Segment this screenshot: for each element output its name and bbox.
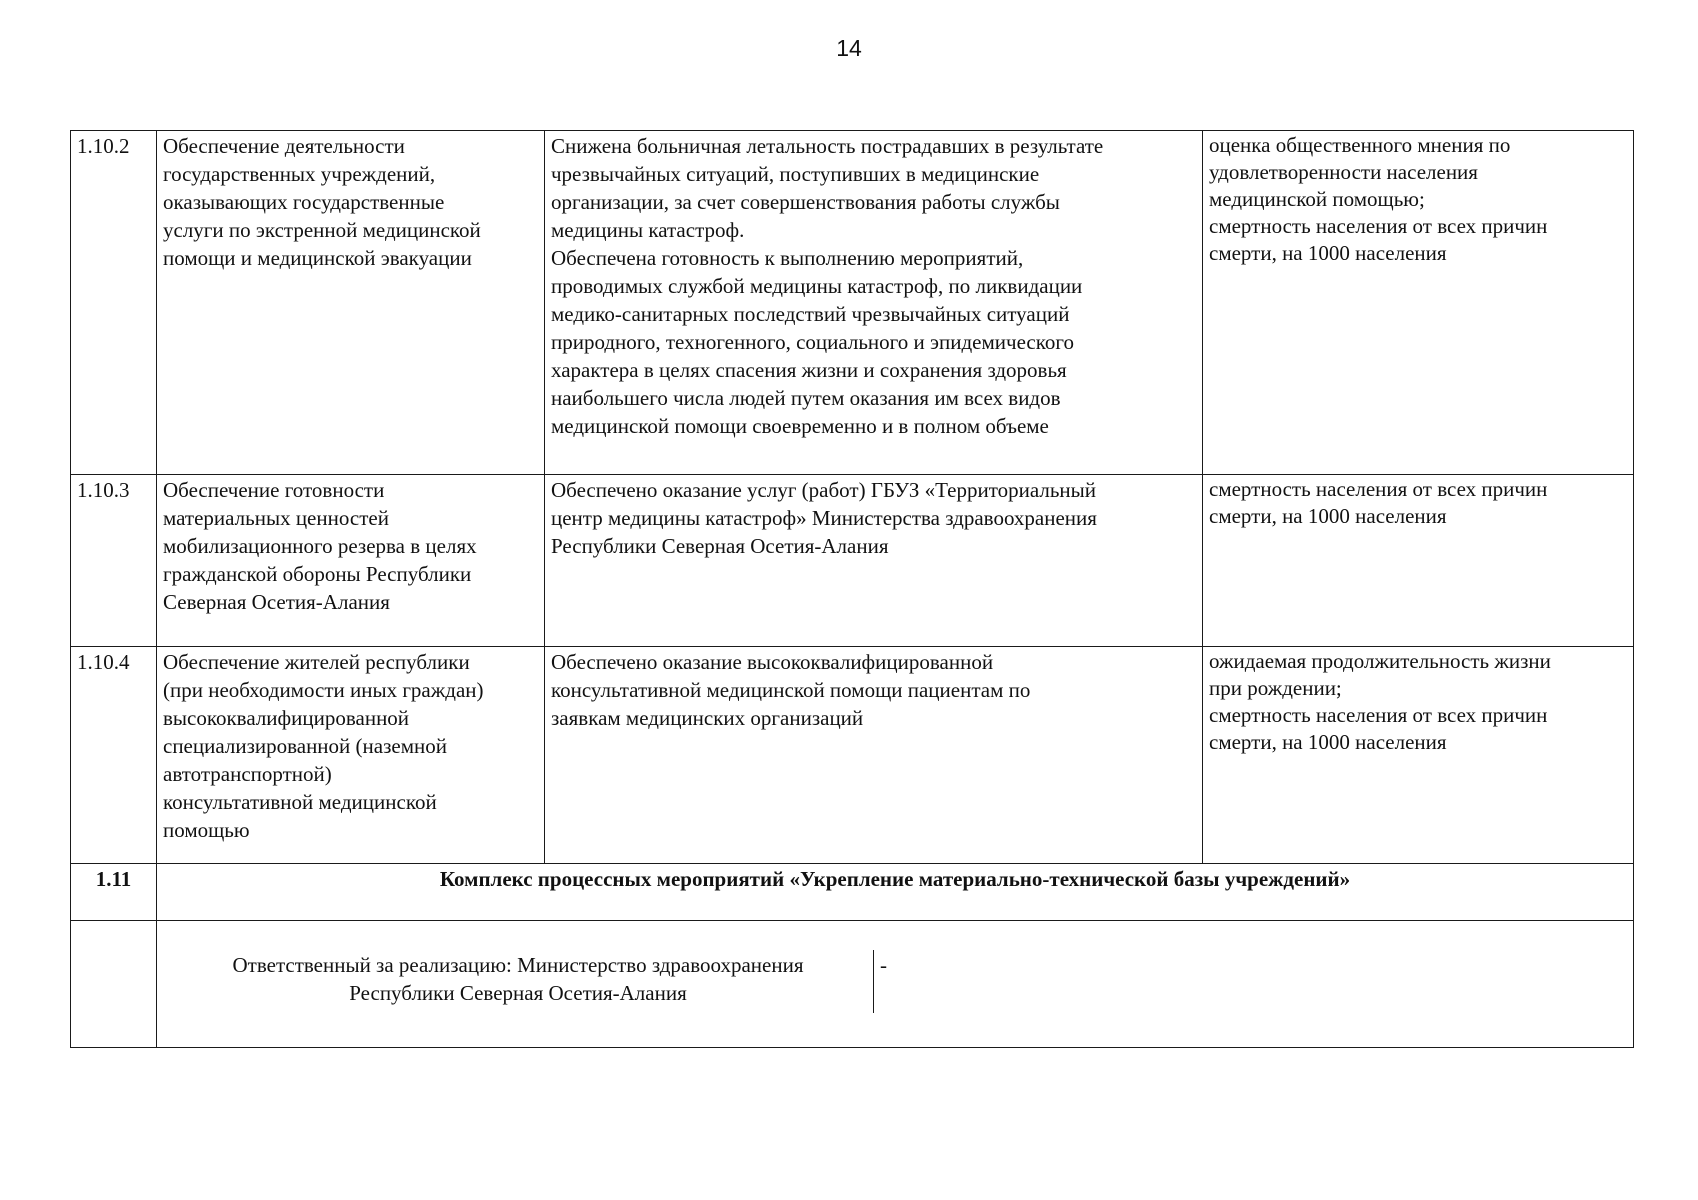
indicator: ожидаемая продолжительность жизни при рождении; смертность населения от всех причин смерти, на 1000 населения [1203, 647, 1634, 864]
indicator: смертность населения от всех причин смерти, на 1000 населения [1203, 475, 1634, 647]
measure-name: Обеспечение деятельности государственных учреждений, оказывающих государственные услуги по экстренной медицинской помощи и медицинской эвакуации [157, 131, 545, 475]
table-row [71, 475, 1634, 647]
empty-cell [71, 921, 157, 1048]
page-number: 14 [836, 35, 862, 61]
measures-table [70, 130, 1634, 1048]
section-row [71, 864, 1634, 921]
indicator: оценка общественного мнения по удовлетворенности населения медицинской помощью; смертность населения от всех причин смерти, на 1000 населения [1203, 131, 1634, 475]
row-number: 1.10.2 [71, 131, 157, 475]
responsible-table [163, 950, 1627, 1013]
table-row [71, 131, 1634, 475]
expected-result: Обеспечено оказание услуг (работ) ГБУЗ «Территориальный центр медицины катастроф» Министерства здравоохранения Республики Северная Осетия-Алания [545, 475, 1203, 647]
measure-name: Обеспечение готовности материальных ценностей мобилизационного резерва в целях гражданской обороны Республики Северная Осетия-Алания [157, 475, 545, 647]
responsible-term: - [880, 953, 887, 977]
section-title: Комплекс процессных мероприятий «Укрепление материально-технической базы учреждений» [157, 864, 1634, 921]
responsible-cell [157, 921, 1634, 1048]
responsible-row [71, 921, 1634, 1048]
row-number: 1.10.4 [71, 647, 157, 864]
responsible-text: Ответственный за реализацию: Министерство здравоохранения Республики Северная Осетия-Алания [163, 950, 874, 1013]
expected-result: Обеспечено оказание высококвалифицированной консультативной медицинской помощи пациентам по заявкам медицинских организаций [545, 647, 1203, 864]
table-row [71, 647, 1634, 864]
row-number: 1.10.3 [71, 475, 157, 647]
expected-result: Снижена больничная летальность пострадавших в результате чрезвычайных ситуаций, поступивших в медицинские организации, за счет совершенствования работы службы медицины катастроф. Обеспечена готовность к выполнению мероприятий, проводимых службой медицины катастроф, по ликвидации медико-санитарных последствий чрезвычайных ситуаций природного, техногенного, социального и эпидемического характера в целях спасения жизни и сохранения здоровья наибольшего числа людей путем оказания им всех видов медицинской помощи своевременно и в полном объеме [545, 131, 1203, 475]
section-number: 1.11 [71, 864, 157, 921]
measure-name: Обеспечение жителей республики (при необходимости иных граждан) высококвалифицированной специализированной (наземной автотранспортной) консультативной медицинской помощью [157, 647, 545, 864]
